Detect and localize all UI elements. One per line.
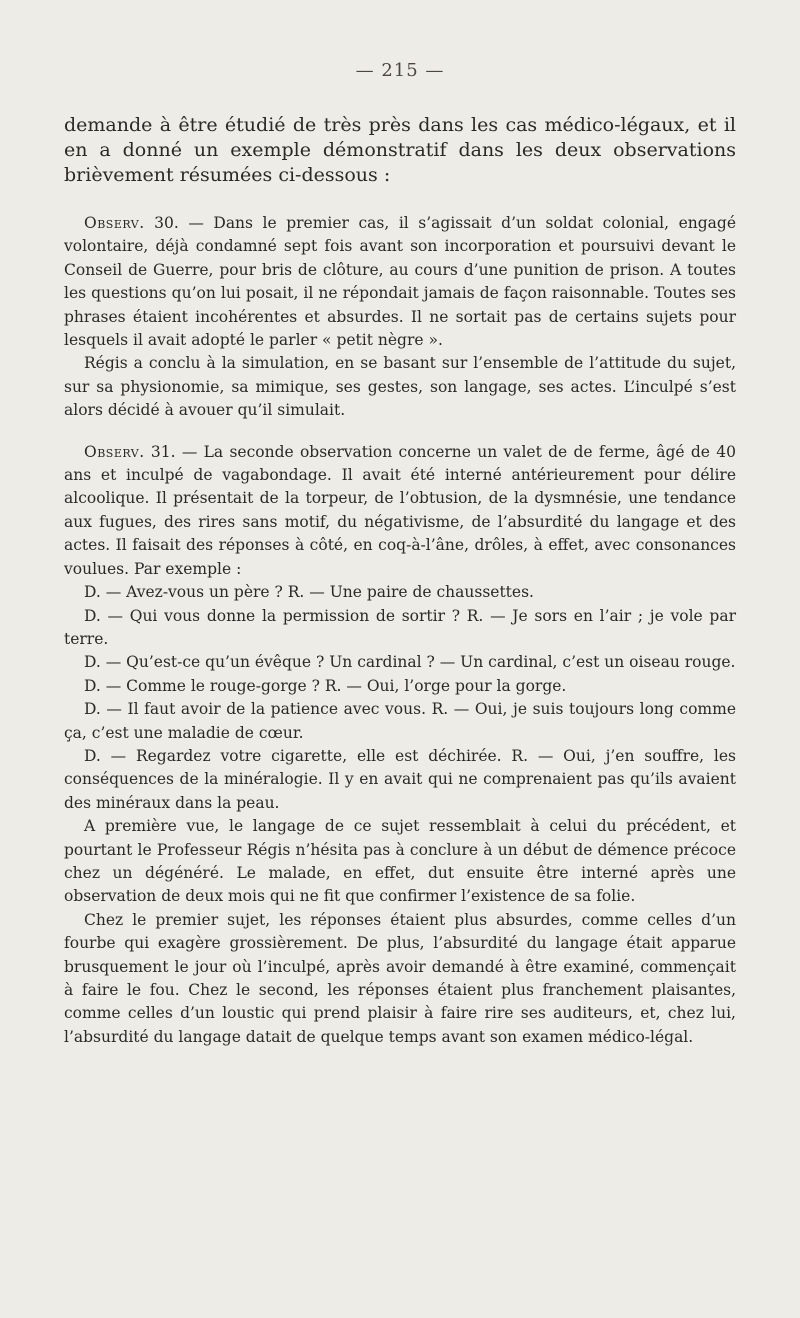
observation-31-label: Observ. (84, 442, 145, 461)
conclusion (64, 815, 736, 1049)
dialogue-line: D. — Comme le rouge-gorge ? R. — Oui, l’orge pour la gorge. (84, 676, 567, 695)
observation-30-paragraph-2: Régis a conclu à la simulation, en se basant sur l’ensemble de l’attitude du sujet, sur sa physionomie, sa mimique, ses gestes, son langage, ses actes. L’inculpé s’est alors décidé à avouer qu’il simulait. (64, 354, 736, 420)
dialogue (64, 581, 736, 815)
observation-30-label: Observ. (84, 214, 145, 232)
observation-31-paragraph-1 (64, 441, 736, 581)
dialogue-line: D. — Qu’est-ce qu’un évêque ? Un cardinal ? — Un cardinal, c’est un oiseau rouge. (84, 653, 736, 672)
observation-30-text: 30. — Dans le premier cas, il s’agissait d’un soldat colonial, engagé volontaire, déjà condamné sept fois avant son incorporation et poursuivi devant le Conseil de Guerre, pour bris de clôture, au cours d’une punition de prison. A toutes les questions qu’on lui posait, il ne répondait jamais de façon raisonnable. Toutes ses phrases étaient incohérentes et absurdes. Il ne sortait pas de certains sujets pour lesquels il avait adopté le parler « petit nègre ». (64, 214, 736, 350)
dialogue-line: D. — Il faut avoir de la patience avec vous. R. — Oui, je suis toujours long comme ça, c’est une maladie de cœur. (64, 700, 736, 742)
intro-paragraph: demande à être étudié de très près dans les cas médico-légaux, et il en a donné un exemple démonstratif dans les deux observations brièvement résumées ci-dessous : (64, 114, 736, 186)
observation-30-paragraph-1 (64, 212, 736, 352)
page-number: — 215 — (355, 60, 445, 81)
dialogue-line: D. — Regardez votre cigarette, elle est déchirée. R. — Oui, j’en souffre, les conséquences de la minéralogie. Il y en avait qui ne comprenaient pas qu’ils avaient des minéraux dans la peau. (64, 746, 736, 812)
observation-30 (64, 212, 736, 423)
dialogue-line: D. — Avez-vous un père ? R. — Une paire de chaussettes. (84, 583, 534, 602)
dialogue-line: D. — Qui vous donne la permission de sortir ? R. — Je sors en l’air ; je vole par terre. (64, 606, 736, 648)
conclusion-paragraph: A première vue, le langage de ce sujet ressemblait à celui du précédent, et pourtant le Professeur Régis n’hésita pas à conclure à un début de démence précoce chez un dégénéré. Le malade, en effet, dut ensuite être interné après une observation de deux mois qui ne fit que confirmer l’existence de sa folie. (64, 817, 736, 906)
conclusion-paragraph: Chez le premier sujet, les réponses étaient plus absurdes, comme celles d’un fourbe qui exagère grossièrement. De plus, l’absurdité du langage était apparue brusquement le jour où l’inculpé, après avoir demandé à être examiné, commençait à faire le fou. Chez le second, les réponses étaient plus franchement plaisantes, comme celles d’un loustic qui prend plaisir à faire rire ses auditeurs, et, chez lui, l’absurdité du langage datait de quelque temps avant son examen médico-légal. (64, 910, 736, 1046)
observation-31-text: 31. — La seconde observation concerne un valet de de ferme, âgé de 40 ans et inculpé de vagabondage. Il avait été interné antérieurement pour délire alcoolique. Il présentait de la torpeur, de l’obtusion, de la dysmnésie, une tendance aux fugues, des rires sans motif, du négativisme, de l’absurdité du langage et des actes. Il faisait des réponses à côté, en coq-à-l’âne, drôles, à effet, avec consonances voulues. Par exemple : (64, 442, 736, 578)
observation-31 (64, 441, 736, 1050)
